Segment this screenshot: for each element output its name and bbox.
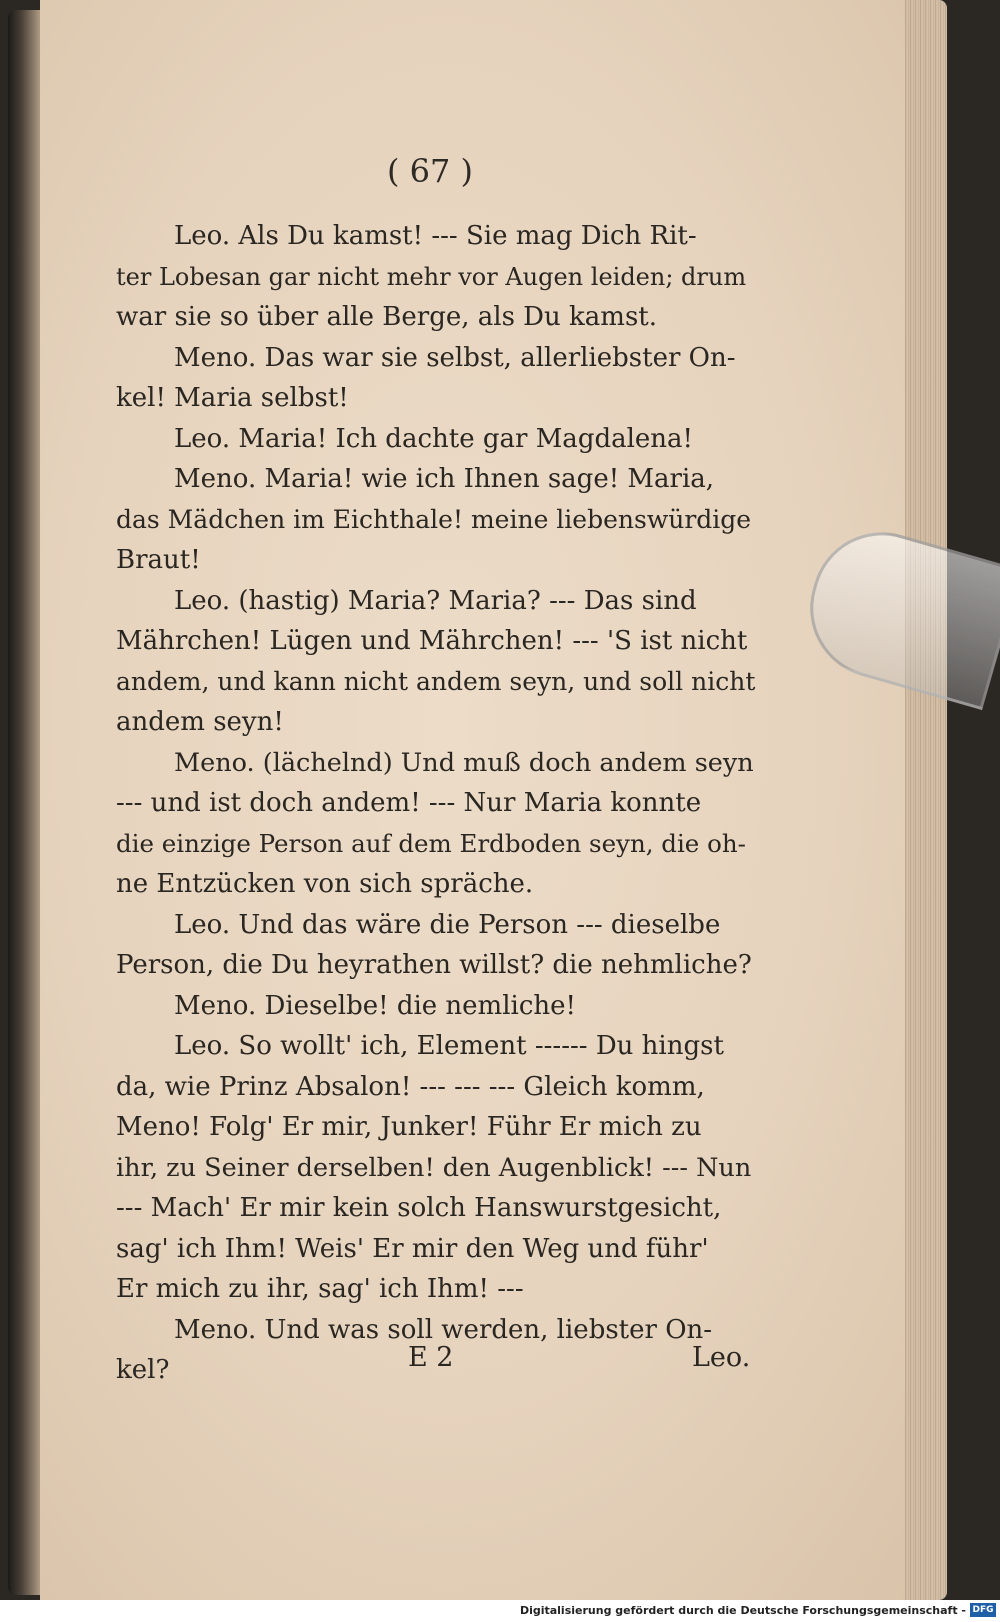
text-line: das Mädchen im Eichthale! meine liebenswürdige — [116, 504, 752, 534]
footer-bar — [0, 1600, 1000, 1622]
text-line: --- Mach' Er mir kein solch Hanswurstgesicht, — [116, 1193, 722, 1223]
text-line: Mährchen! Lügen und Mährchen! --- 'S ist nicht — [116, 626, 748, 656]
page-fore-edge — [905, 0, 947, 1600]
text-line: ihr, zu Seiner derselben! den Augenblick! --- Nun — [116, 1152, 752, 1183]
text-line: Person, die Du heyrathen willst? die nehmliche? — [116, 950, 752, 980]
text-line: kel? — [116, 1355, 170, 1385]
text-line: Meno. Dieselbe! die nemliche! — [174, 990, 576, 1021]
text-line: ter Lobesan gar nicht mehr vor Augen leiden; drum — [116, 262, 747, 291]
text-line: Leo. Als Du kamst! --- Sie mag Dich Rit- — [174, 221, 697, 251]
signature-mark: E 2 — [408, 1342, 454, 1373]
text-line: sag' ich Ihm! Weis' Er mir den Weg und führ' — [116, 1233, 709, 1264]
text-line: Er mich zu ihr, sag' ich Ihm! --- — [116, 1274, 524, 1304]
text-line: kel! Maria selbst! — [116, 383, 349, 413]
text-line: Meno! Folg' Er mir, Junker! Führ Er mich zu — [116, 1112, 702, 1142]
text-line: Leo. (hastig) Maria? Maria? --- Das sind — [174, 585, 697, 616]
book-left-edge — [8, 10, 42, 1595]
catchword: Leo. — [692, 1342, 751, 1373]
text-line: da, wie Prinz Absalon! --- --- --- Gleich komm, — [116, 1071, 705, 1102]
text-line: andem seyn! — [116, 707, 284, 737]
text-line: Meno. Maria! wie ich Ihnen sage! Maria, — [174, 464, 715, 494]
funding-credit: Digitalisierung gefördert durch die Deutsche Forschungsgemeinschaft - — [519, 1604, 966, 1617]
text-line: war sie so über alle Berge, als Du kamst. — [116, 302, 657, 332]
text-line: Braut! — [116, 545, 201, 575]
text-line: die einzige Person auf dem Erdboden seyn, die oh- — [116, 828, 746, 858]
body-text — [116, 216, 756, 1391]
text-line: Meno. (lächelnd) Und muß doch andem seyn — [174, 747, 754, 778]
text-line: Leo. Maria! Ich dachte gar Magdalena! — [174, 423, 693, 454]
text-line: Leo. Und das wäre die Person --- dieselbe — [174, 909, 721, 940]
page-number: ( 67 ) — [386, 152, 474, 190]
text-line: Leo. So wollt' ich, Element ------ Du hingst — [174, 1031, 724, 1061]
text-line: --- und ist doch andem! --- Nur Maria konnte — [116, 788, 702, 818]
text-line: Meno. Und was soll werden, liebster On- — [174, 1314, 713, 1345]
text-line: ne Entzücken von sich spräche. — [116, 869, 534, 899]
text-line: andem, und kann nicht andem seyn, und soll nicht — [116, 666, 756, 696]
text-line: Meno. Das war sie selbst, allerliebster On- — [174, 342, 736, 373]
dfg-logo: DFG — [970, 1603, 996, 1617]
